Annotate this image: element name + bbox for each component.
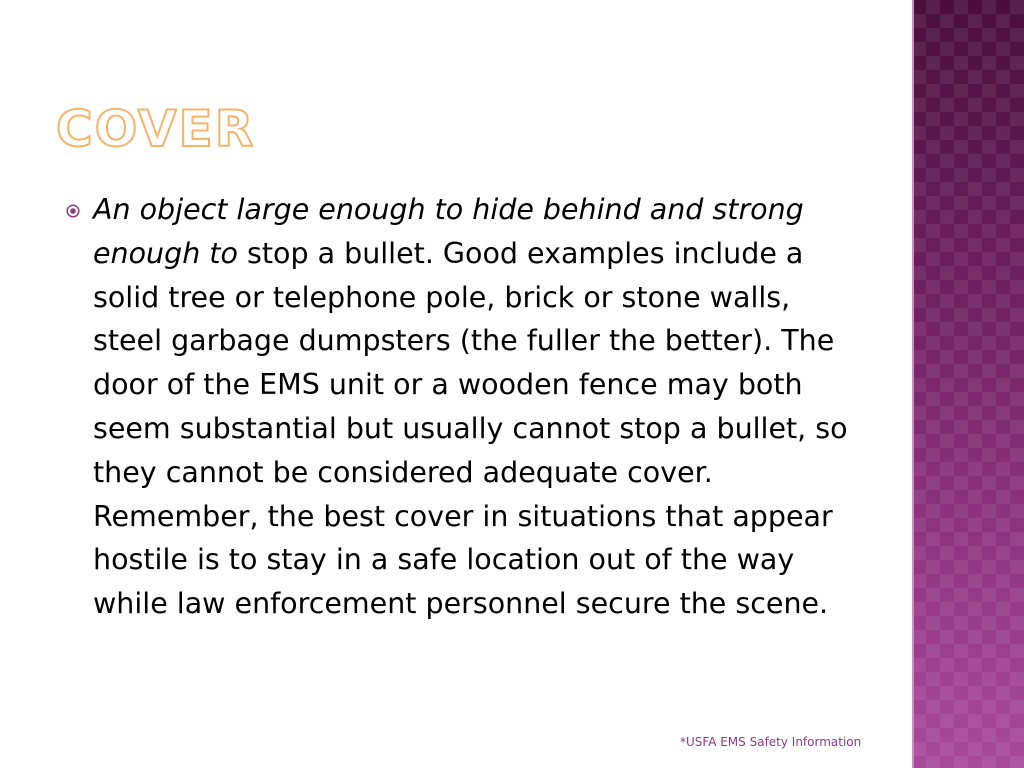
side-panel-edge (912, 0, 914, 768)
decorative-side-panel (912, 0, 1024, 768)
bullet-paragraph (93, 188, 863, 626)
bullet-body-text: stop a bullet. Good examples include a solid tree or telephone pole, brick or stone walls, steel garbage dumpsters (the fuller the better). The door of the EMS unit or a wooden fence may both seem substantial but usually cannot stop a bullet, so they cannot be considered adequate cover. Remember, the best cover in situations that appear hostile is to stay in a safe location out of the way while law enforcement personnel secure the scene. (93, 236, 848, 621)
circled-dot-bullet-icon (66, 204, 80, 218)
source-footnote: *USFA EMS Safety Information (680, 735, 862, 749)
slide-title: COVER (56, 100, 256, 158)
bullet-italic-lead: An object large enough to hide behind and strong enough to (93, 193, 804, 270)
